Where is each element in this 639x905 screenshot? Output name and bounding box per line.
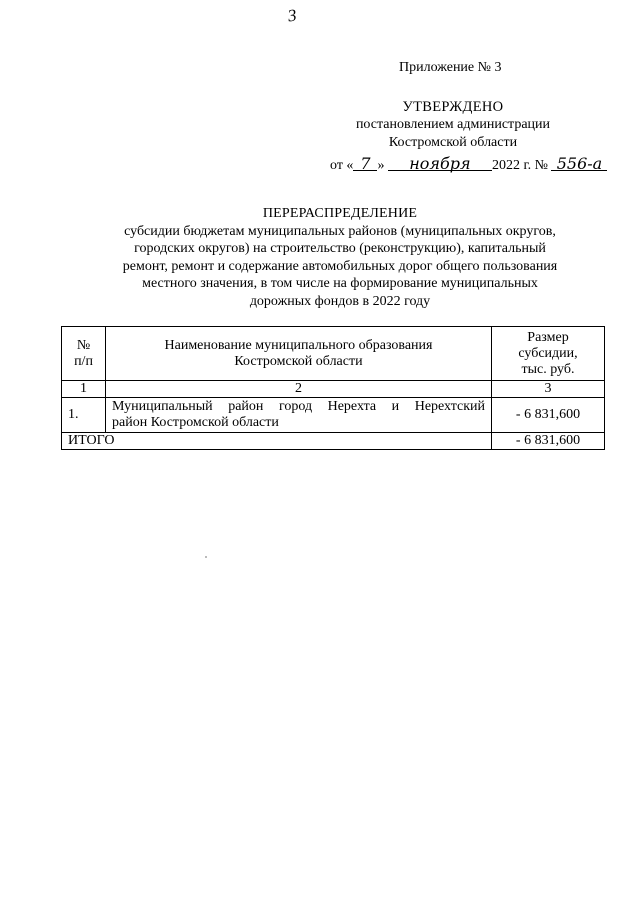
scan-speck: [205, 556, 207, 558]
approval-heading: УТВЕРЖДЕНО: [402, 99, 504, 115]
document-title: [90, 205, 590, 310]
approval-date-line: [330, 154, 607, 174]
approval-block: [330, 98, 576, 152]
title-line-3: ремонт, ремонт и содержание автомобильных дорог общего пользования: [122, 258, 558, 274]
page-number: 3: [286, 5, 298, 26]
appendix-label: Приложение № 3: [399, 60, 502, 75]
total-label: ИТОГО: [62, 433, 492, 450]
handwritten-month: ноября: [388, 154, 492, 173]
column-number-3: 3: [492, 381, 605, 398]
column-number-2: 2: [106, 381, 492, 398]
handwritten-number: 556-а: [551, 154, 607, 173]
column-number-row: [62, 381, 605, 398]
approval-line-2: Костромской области: [388, 135, 518, 150]
table-header-row: [62, 327, 605, 381]
total-amount: - 6 831,600: [492, 433, 605, 450]
title-line-2: городских округов) на строительство (реконструкцию), капитальный: [134, 241, 546, 256]
table-row: [62, 398, 605, 433]
title-main: ПЕРЕРАСПРЕДЕЛЕНИЕ: [262, 206, 418, 221]
column-number-1: 1: [62, 381, 106, 398]
row-amount: - 6 831,600: [492, 398, 605, 433]
subsidy-table: [61, 326, 605, 450]
row-name: Муниципальный район город Нерехта и Нерехтский район Костромской области: [106, 398, 492, 433]
date-year: 2022 г. №: [491, 158, 548, 173]
row-num: 1.: [62, 398, 106, 433]
approval-line-1: постановлением администрации: [355, 117, 551, 132]
title-line-1: субсидии бюджетам муниципальных районов (муниципальных округов,: [124, 223, 556, 239]
date-prefix: от «: [330, 158, 354, 173]
date-close: »: [377, 158, 385, 173]
total-row: [62, 433, 605, 450]
handwritten-day: 7: [353, 154, 377, 173]
header-num: № п/п: [62, 327, 106, 381]
header-name: Наименование муниципального образования Костромской области: [106, 327, 492, 381]
title-line-5: дорожных фондов в 2022 году: [249, 293, 431, 309]
header-amount: Размер субсидии, тыс. руб.: [492, 327, 605, 381]
title-line-4: местного значения, в том числе на формирование муниципальных: [142, 276, 538, 291]
